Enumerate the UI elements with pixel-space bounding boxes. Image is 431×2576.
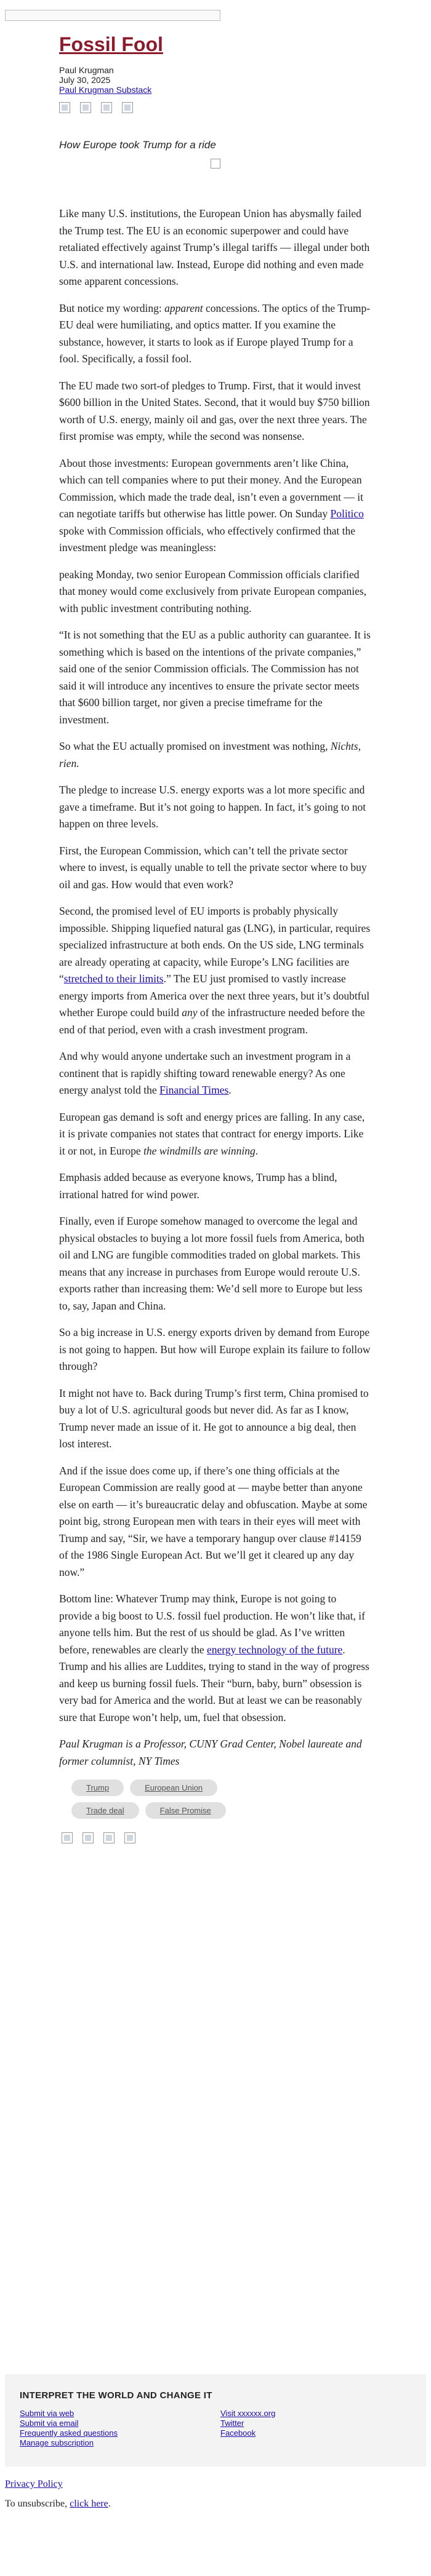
paragraph-7: So what the EU actually promised on investment was nothing, Nichts, rien. (59, 740, 361, 769)
paragraph-4: About those investments: European governments aren’t like China, which can tell companies where to put their money. And the European Commission, which made the trade deal, isn’t even a government — it can negotiate tariffs but otherwise has little power. On Sunday Politico spoke with Commission officials, who effectively confirmed that the investment pledge was meaningless: (59, 456, 364, 554)
author-bio: Paul Krugman is a Professor, CUNY Grad Center, Nobel laureate and former columnist, NY Times (59, 1738, 362, 1767)
paragraph-14: Finally, even if Europe somehow managed to overcome the legal and physical obstacles to buying a lot more fossil fuels from America, both oil and LNG are fungible commodities traded on global markets. This means that any increase in purchases from Europe would reroute U.S. exports rather than increasing them: We’d sell more to Europe but less to, say, Japan and China. (59, 1215, 365, 1312)
share-icons (59, 102, 372, 117)
tag-european-union[interactable]: European Union (130, 1779, 217, 1796)
paragraph-5: peaking Monday, two senior European Commission officials clarified that money would come exclusively from private European companies, with public investment contributing nothing. (59, 568, 367, 614)
twitter-link[interactable]: Twitter (220, 2419, 244, 2428)
paragraph-9: First, the European Commission, which can’t tell the private sector where to invest, is equally unable to tell the private sector where to buy oil and gas. How would that even work? (59, 844, 367, 891)
article-card (5, 21, 426, 2463)
footer-right-links (220, 2409, 275, 2438)
article-meta (59, 65, 372, 95)
tag-trade-deal[interactable]: Trade deal (71, 1802, 139, 1819)
paragraph-11: And why would anyone undertake such an investment program in a continent that is rapidly shifting toward renewable energy? As one energy analyst told the Financial Times. (59, 1050, 351, 1096)
paragraph-15: So a big increase in U.S. energy exports driven by demand from Europe is not going to happen. But how will Europe explain its failure to follow through? (59, 1326, 371, 1372)
paragraph-2: But notice my wording: apparent concessions. The optics of the Trump-EU deal were humiliating, and optics matter. If you examine the substance, however, it starts to look as if Europe played Trump for a fool. Specifically, a fossil fool. (59, 301, 371, 365)
share-icon-3[interactable] (101, 102, 112, 113)
paragraph-17: And if the issue does come up, if there’s one thing officials at the European Commission are really good at — maybe better than anyone else on earth — it’s bureaucratic delay and obfuscation. Maybe at some point big, strong European men with tears in their eyes will meet with Trump and say, “Sir, we have a temporary hangup over clause #14159 of the 1986 Single European Act. But we’ll get it cleared up any day now.” (59, 1464, 368, 1578)
author: Paul Krugman (59, 65, 114, 75)
share-icon-2[interactable] (83, 1832, 94, 1843)
date: July 30, 2025 (59, 75, 111, 85)
header-image (5, 10, 220, 21)
share-icons-bottom (62, 1832, 372, 1847)
paragraph-18: Bottom line: Whatever Trump may think, Europe is not going to provide a big boost to U.S. fossil fuel production. He won’t like that, if anyone tells him. But the rest of us should be glad. As I’ve written before, renewables are clearly the energy technology of the future. Trump and his allies are Luddites, trying to stand in the way of progress and keep us burning fossil fuels. Their “burn, baby, burn” obsession is very bad for America and the world. But at least we can be reasonably sure that Europe won’t help, um, fuel that obsession. (59, 1592, 369, 1723)
paragraph-6: “It is not something that the EU as a public authority can guarantee. It is something which is based on the intentions of the private companies,” said one of the senior Commission officials. The Commission has not said it will introduce any incentives to ensure the private sector meets that $600 billion target, nor given a precise timeframe for the investment. (59, 629, 371, 726)
share-icon-1[interactable] (62, 1832, 73, 1843)
tag-list (59, 1779, 372, 1825)
paragraph-3: The EU made two sort-of pledges to Trump. First, that it would invest $600 billion in the United States. Second, that it would buy $750 billion worth of U.S. energy, mainly oil and gas, over the next three years. The first promise was empty, while the second was nonsense. (59, 379, 370, 442)
share-icon-1[interactable] (59, 102, 70, 113)
bottom-links (5, 2479, 111, 2510)
energy-future-link[interactable]: energy technology of the future (207, 1643, 343, 1656)
privacy-policy-link[interactable]: Privacy Policy (5, 2479, 63, 2489)
financial-times-link[interactable]: Financial Times (159, 1084, 229, 1096)
paragraph-10: Second, the promised level of EU imports is probably physically impossible. Shipping liquefied natural gas (LNG), in particular, requires specialized infrastructure at both ends. On the US side, LNG terminals are already operating at capacity, while Europe’s LNG facilities are “stretched to their limits.” The EU just promised to vastly increase energy imports from America over the next three years, but it’s doubtful whether Europe could build any of the infrastructure needed before the end of that period, even with a crash investment program. (59, 905, 371, 1036)
politico-link[interactable]: Politico (330, 507, 364, 520)
publication-link[interactable]: Paul Krugman Substack (59, 85, 152, 95)
tag-trump[interactable]: Trump (71, 1779, 124, 1796)
share-icon-4[interactable] (124, 1832, 135, 1843)
share-icon-4[interactable] (122, 102, 133, 113)
footer-title: INTERPRET THE WORLD AND CHANGE IT (20, 2390, 212, 2401)
facebook-link[interactable]: Facebook (220, 2428, 256, 2438)
tag-false-promise[interactable]: False Promise (145, 1802, 226, 1819)
submit-email-link[interactable]: Submit via email (20, 2419, 79, 2428)
share-icon-3[interactable] (103, 1832, 115, 1843)
paragraph-1: Like many U.S. institutions, the European Union has abysmally failed the Trump test. The EU is an economic superpower and could have retaliated effectively against Trump’s illegal tariffs — illegal under both U.S. and international law. Instead, Europe did nothing and even made some apparent concessions. (59, 207, 370, 287)
share-icon-2[interactable] (80, 102, 91, 113)
submit-web-link[interactable]: Submit via web (20, 2409, 75, 2418)
article-column (59, 21, 372, 1815)
paragraph-8: The pledge to increase U.S. energy exports was a lot more specific and gave a timeframe. But it’s not going to happen. In fact, it’s going to not happen on three levels. (59, 784, 366, 830)
faq-link[interactable]: Frequently asked questions (20, 2428, 118, 2438)
lng-limits-link[interactable]: stretched to their limits (63, 972, 164, 985)
article-subtitle: How Europe took Trump for a ride (59, 139, 216, 151)
unsubscribe-link[interactable]: click here (70, 2498, 108, 2509)
unsubscribe-line: To unsubscribe, click here. (5, 2498, 111, 2509)
article-body (59, 205, 372, 1847)
footer-left-links (20, 2409, 118, 2448)
footer (5, 2374, 426, 2467)
visit-site-link[interactable]: Visit xxxxxx.org (220, 2409, 276, 2418)
paragraph-12: European gas demand is soft and energy prices are falling. In any case, it is private companies not states that contract for energy imports. Like it or not, in Europe the windmills are winning. (59, 1110, 365, 1157)
hero-image (211, 159, 220, 169)
manage-subscription-link[interactable]: Manage subscription (20, 2438, 94, 2447)
article-title[interactable]: Fossil Fool (59, 33, 163, 55)
paragraph-13: Emphasis added because as everyone knows, Trump has a blind, irrational hatred for wind power. (59, 1171, 337, 1201)
paragraph-16: It might not have to. Back during Trump’s first term, China promised to buy a lot of U.S. agricultural goods but never did. As far as I know, Trump never made an issue of it. He got to announce a big deal, then lost interest. (59, 1386, 369, 1450)
